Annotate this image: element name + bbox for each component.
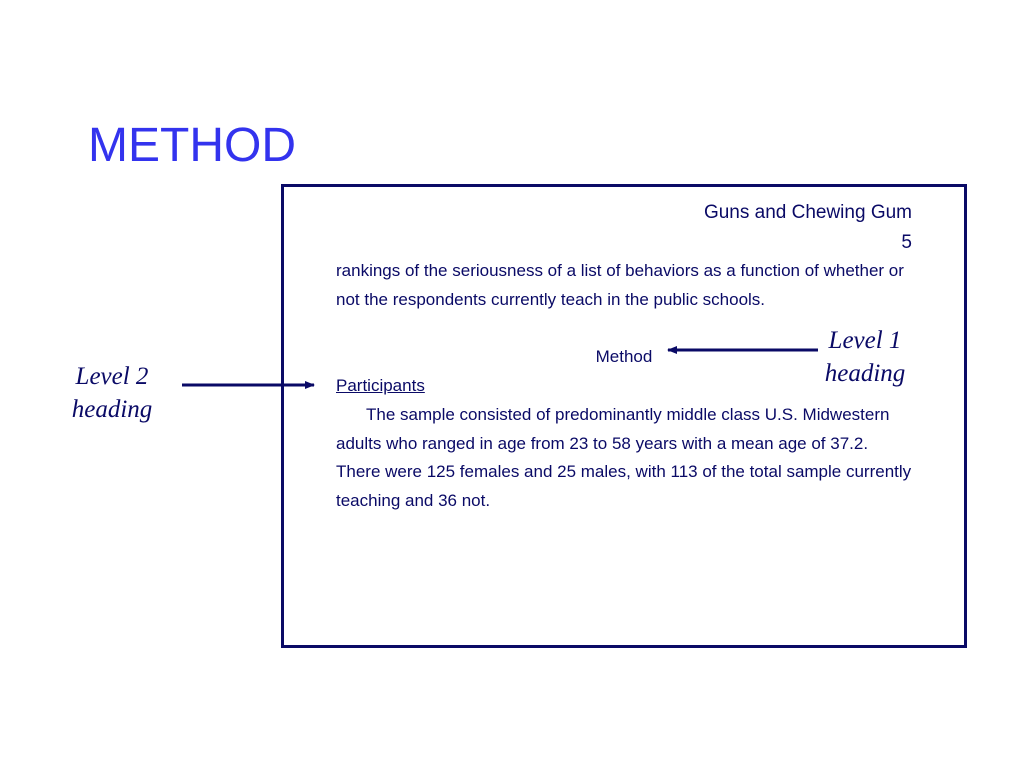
level1-callout xyxy=(805,324,925,390)
level2-callout-line2: heading xyxy=(71,396,153,423)
running-head: Guns and Chewing Gum xyxy=(703,202,912,223)
participants-paragraph: The sample consisted of predominantly middle class U.S. Midwestern adults who ranged in age from 23 to 58 years with a mean age of 37.2. There were 125 females and 25 males, with 113 of the total sample currently teaching and 36 not. xyxy=(336,405,912,511)
level2-heading-participants: Participants xyxy=(336,376,425,395)
level1-callout-line2: heading xyxy=(824,360,906,387)
level1-heading-method: Method xyxy=(595,347,653,366)
apa-paper-page xyxy=(281,184,967,648)
level2-callout xyxy=(52,360,172,426)
level2-callout-line1: Level 2 xyxy=(75,363,149,390)
paragraph-continued: rankings of the seriousness of a list of behaviors as a function of whether or not the respondents currently teach in the public schools. xyxy=(336,261,904,309)
level1-callout-line1: Level 1 xyxy=(828,327,902,354)
page-number: 5 xyxy=(901,232,912,253)
slide-title: METHOD xyxy=(88,119,296,172)
